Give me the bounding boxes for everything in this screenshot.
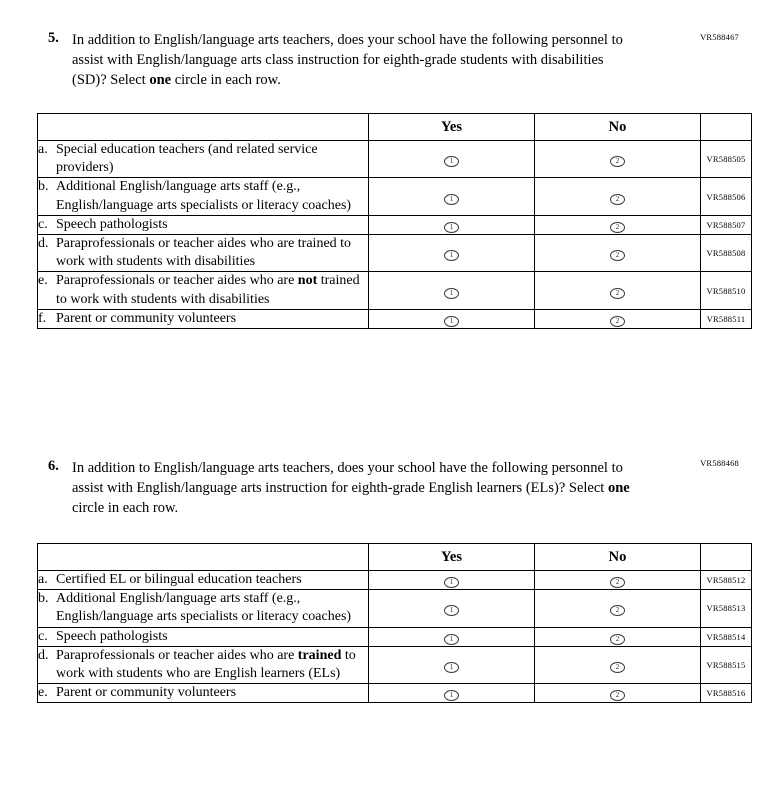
item-letter: c. [38,216,48,232]
row-item-label [38,234,369,271]
radio-circle-yes[interactable]: 1 [444,690,459,701]
radio-circle-yes[interactable]: 1 [444,605,459,616]
radio-circle-no[interactable]: 2 [610,662,625,673]
option-no[interactable] [535,178,701,215]
column-header-yes: Yes [369,544,535,571]
radio-circle-yes[interactable]: 1 [444,316,459,327]
table-row [38,178,752,215]
question-text: In addition to English/language arts teachers, does your school have the following personnel to assist with English/language arts instruction for eighth-grade English learners (ELs)? Select one circle in each row. [72,460,630,516]
item-letter: b. [38,179,49,195]
column-header-variable [701,114,752,141]
table-row [38,215,752,234]
option-no[interactable] [535,309,701,328]
radio-circle-no[interactable]: 2 [610,605,625,616]
option-yes[interactable] [369,215,535,234]
column-header-yes: Yes [369,114,535,141]
row-item-label [38,178,369,215]
radio-circle-no[interactable]: 2 [610,316,625,327]
question-text: In addition to English/language arts teachers, does your school have the following personnel to assist with English/language arts class instruction for eighth-grade students with disabilities (SD)? Select one circle in each row. [72,32,623,88]
item-text: Paraprofessionals or teacher aides who are trained to work with students who are English learners (ELs) [56,647,356,681]
question-variable-code: VR588467 [700,32,739,42]
option-no[interactable] [535,272,701,309]
question-block-6 [0,458,761,518]
radio-circle-no[interactable]: 2 [610,222,625,233]
item-letter: a. [38,142,48,157]
question-header [0,30,761,90]
question-header [0,458,761,518]
option-no[interactable] [535,141,701,178]
radio-circle-yes[interactable]: 1 [444,634,459,645]
table-header-row [38,114,752,141]
radio-circle-yes[interactable]: 1 [444,662,459,673]
table-row [38,627,752,646]
option-no[interactable] [535,646,701,683]
radio-circle-yes[interactable]: 1 [444,222,459,233]
option-no[interactable] [535,627,701,646]
table-row [38,309,752,328]
row-variable-code: VR588508 [701,234,752,271]
radio-circle-no[interactable]: 2 [610,156,625,167]
option-yes[interactable] [369,646,535,683]
item-text: Parent or community volunteers [56,310,237,326]
option-yes[interactable] [369,684,535,703]
radio-circle-no[interactable]: 2 [610,634,625,645]
table-row [38,234,752,271]
row-item-label [38,627,369,646]
item-text: Paraprofessionals or teacher aides who are not trained to work with students with disabilities [56,273,360,307]
radio-circle-yes[interactable]: 1 [444,577,459,588]
row-variable-code: VR588505 [701,141,752,178]
table-row [38,590,752,627]
option-yes[interactable] [369,234,535,271]
row-variable-code: VR588507 [701,215,752,234]
column-header-no: No [535,544,701,571]
row-variable-code: VR588511 [701,309,752,328]
row-variable-code: VR588510 [701,272,752,309]
item-letter: f. [38,310,47,326]
row-item-label [38,141,369,178]
radio-circle-yes[interactable]: 1 [444,156,459,167]
option-no[interactable] [535,684,701,703]
table-row [38,684,752,703]
option-no[interactable] [535,215,701,234]
row-item-label [38,684,369,703]
item-text: Speech pathologists [56,628,168,644]
row-item-label [38,309,369,328]
radio-circle-yes[interactable]: 1 [444,250,459,261]
item-letter: a. [38,572,48,587]
row-item-label [38,571,369,590]
radio-circle-no[interactable]: 2 [610,194,625,205]
radio-circle-yes[interactable]: 1 [444,288,459,299]
item-letter: e. [38,273,48,289]
option-yes[interactable] [369,178,535,215]
question-number: 6. [48,458,59,474]
column-header-variable [701,544,752,571]
item-text: Additional English/language arts staff (e.g., English/language arts specialists or literacy coaches) [56,179,352,213]
question-variable-code: VR588468 [700,458,739,468]
row-variable-code: VR588512 [701,571,752,590]
table-row [38,141,752,178]
table-header-row [38,544,752,571]
option-yes[interactable] [369,627,535,646]
option-no[interactable] [535,234,701,271]
row-item-label [38,590,369,627]
radio-circle-yes[interactable]: 1 [444,194,459,205]
question-block-5 [0,30,761,90]
radio-circle-no[interactable]: 2 [610,577,625,588]
item-text: Paraprofessionals or teacher aides who are trained to work with students with disabilities [56,235,352,270]
item-letter: c. [38,628,48,644]
radio-circle-no[interactable]: 2 [610,690,625,701]
item-letter: b. [38,591,49,607]
row-variable-code: VR588513 [701,590,752,627]
response-table-5 [37,113,752,329]
item-text: Certified EL or bilingual education teachers [56,572,302,587]
option-yes[interactable] [369,590,535,627]
option-no[interactable] [535,590,701,627]
row-variable-code: VR588514 [701,627,752,646]
row-item-label [38,646,369,683]
row-variable-code: VR588515 [701,646,752,683]
table-row [38,272,752,309]
item-letter: d. [38,647,49,663]
column-header-no: No [535,114,701,141]
column-header-item [38,544,369,571]
item-text: Special education teachers (and related service providers) [56,142,318,176]
item-text: Additional English/language arts staff (e.g., English/language arts specialists or literacy coaches) [56,591,352,625]
row-variable-code: VR588506 [701,178,752,215]
item-text: Parent or community volunteers [56,685,237,701]
radio-circle-no[interactable]: 2 [610,250,625,261]
option-yes[interactable] [369,571,535,590]
row-item-label [38,215,369,234]
question-number: 5. [48,30,59,46]
item-text: Speech pathologists [56,216,168,232]
option-yes[interactable] [369,141,535,178]
radio-circle-no[interactable]: 2 [610,288,625,299]
item-letter: d. [38,235,49,251]
response-table-6 [37,543,752,703]
table-row [38,571,752,590]
option-yes[interactable] [369,272,535,309]
row-variable-code: VR588516 [701,684,752,703]
column-header-item [38,114,369,141]
option-yes[interactable] [369,309,535,328]
item-letter: e. [38,685,48,701]
table-row [38,646,752,683]
row-item-label [38,272,369,309]
option-no[interactable] [535,571,701,590]
